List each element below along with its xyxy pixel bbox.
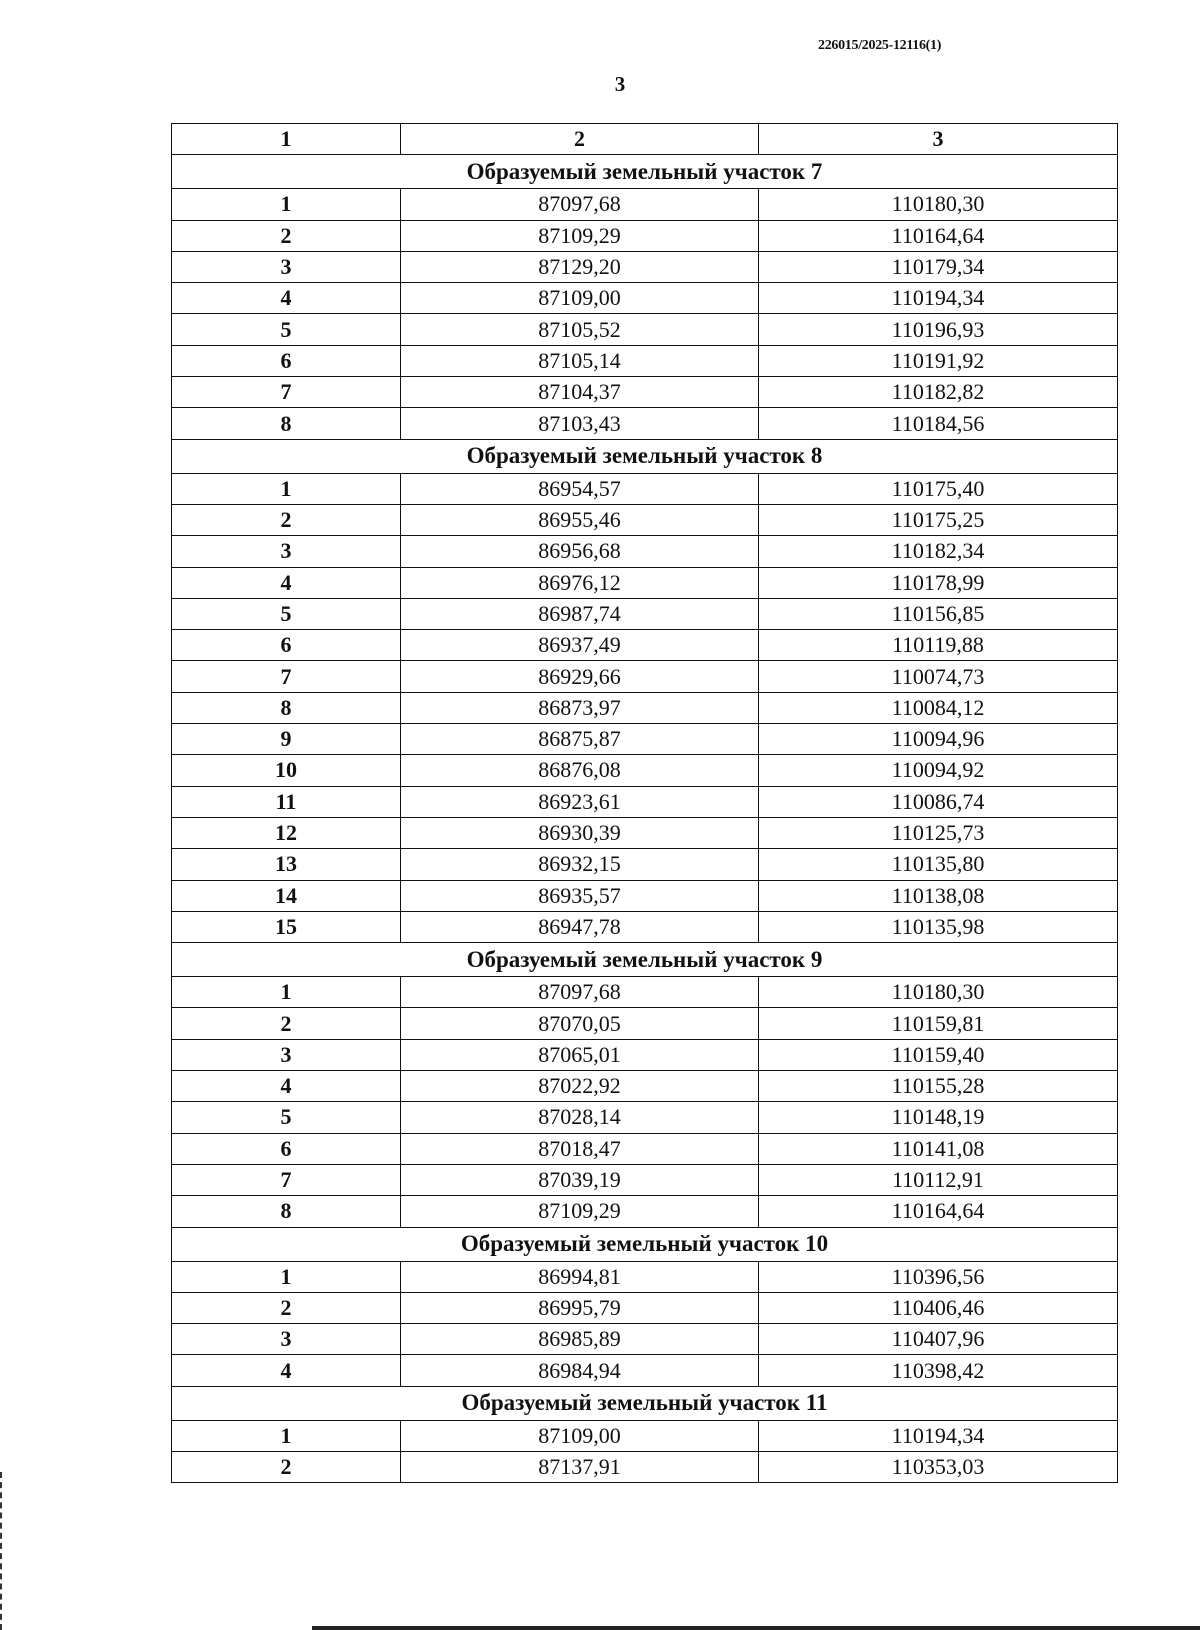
x-coordinate-cell: 87105,14	[401, 345, 759, 376]
table-row	[172, 1261, 1118, 1292]
x-coordinate-cell: 86930,39	[401, 817, 759, 848]
table-row	[172, 1008, 1118, 1039]
table-row	[172, 567, 1118, 598]
bottom-page-rule	[312, 1626, 1200, 1630]
point-number-cell: 2	[172, 1008, 401, 1039]
column-header: 3	[759, 124, 1118, 155]
point-number-cell: 4	[172, 1071, 401, 1102]
point-number-cell: 2	[172, 1292, 401, 1323]
table-row	[172, 1292, 1118, 1323]
x-coordinate-cell: 86875,87	[401, 724, 759, 755]
table-row	[172, 661, 1118, 692]
y-coordinate-cell: 110191,92	[759, 345, 1118, 376]
point-number-cell: 2	[172, 504, 401, 535]
point-number-cell: 14	[172, 880, 401, 911]
y-coordinate-cell: 110180,30	[759, 189, 1118, 220]
point-number-cell: 3	[172, 1039, 401, 1070]
y-coordinate-cell: 110398,42	[759, 1355, 1118, 1386]
document-registration-number: 226015/2025-12116(1)	[818, 38, 942, 53]
table-row	[172, 1451, 1118, 1482]
table-row	[172, 1039, 1118, 1070]
section-title: Образуемый земельный участок 11	[172, 1386, 1118, 1420]
table-row	[172, 1133, 1118, 1164]
x-coordinate-cell: 86994,81	[401, 1261, 759, 1292]
table-row	[172, 1196, 1118, 1227]
x-coordinate-cell: 87022,92	[401, 1071, 759, 1102]
x-coordinate-cell: 87109,00	[401, 1420, 759, 1451]
table-row	[172, 724, 1118, 755]
table-row	[172, 314, 1118, 345]
table-row	[172, 911, 1118, 942]
y-coordinate-cell: 110407,96	[759, 1324, 1118, 1355]
x-coordinate-cell: 87109,29	[401, 1196, 759, 1227]
y-coordinate-cell: 110112,91	[759, 1164, 1118, 1195]
x-coordinate-cell: 86976,12	[401, 567, 759, 598]
y-coordinate-cell: 110164,64	[759, 1196, 1118, 1227]
y-coordinate-cell: 110406,46	[759, 1292, 1118, 1323]
point-number-cell: 2	[172, 1451, 401, 1482]
table-row	[172, 408, 1118, 439]
x-coordinate-cell: 86956,68	[401, 536, 759, 567]
x-coordinate-cell: 87109,29	[401, 220, 759, 251]
y-coordinate-cell: 110138,08	[759, 880, 1118, 911]
point-number-cell: 1	[172, 1261, 401, 1292]
section-title: Образуемый земельный участок 8	[172, 439, 1118, 473]
y-coordinate-cell: 110135,80	[759, 849, 1118, 880]
y-coordinate-cell: 110156,85	[759, 598, 1118, 629]
table-row	[172, 630, 1118, 661]
section-header-row	[172, 439, 1118, 473]
table-row	[172, 1071, 1118, 1102]
y-coordinate-cell: 110353,03	[759, 1451, 1118, 1482]
page-number: 3	[614, 72, 626, 96]
y-coordinate-cell: 110135,98	[759, 911, 1118, 942]
table-row	[172, 220, 1118, 251]
x-coordinate-cell: 86947,78	[401, 911, 759, 942]
table-row	[172, 598, 1118, 629]
y-coordinate-cell: 110084,12	[759, 692, 1118, 723]
table-row	[172, 1102, 1118, 1133]
table-row	[172, 977, 1118, 1008]
table-row	[172, 377, 1118, 408]
table-row	[172, 1355, 1118, 1386]
y-coordinate-cell: 110086,74	[759, 786, 1118, 817]
point-number-cell: 3	[172, 251, 401, 282]
section-title: Образуемый земельный участок 7	[172, 155, 1118, 189]
table-row	[172, 1164, 1118, 1195]
table-row	[172, 692, 1118, 723]
point-number-cell: 1	[172, 977, 401, 1008]
table-row	[172, 1324, 1118, 1355]
y-coordinate-cell: 110184,56	[759, 408, 1118, 439]
point-number-cell: 6	[172, 1133, 401, 1164]
x-coordinate-cell: 86929,66	[401, 661, 759, 692]
x-coordinate-cell: 87103,43	[401, 408, 759, 439]
table-row	[172, 473, 1118, 504]
x-coordinate-cell: 86984,94	[401, 1355, 759, 1386]
x-coordinate-cell: 87129,20	[401, 251, 759, 282]
y-coordinate-cell: 110196,93	[759, 314, 1118, 345]
x-coordinate-cell: 87097,68	[401, 977, 759, 1008]
table-row	[172, 817, 1118, 848]
column-header: 2	[401, 124, 759, 155]
x-coordinate-cell: 86937,49	[401, 630, 759, 661]
x-coordinate-cell: 86876,08	[401, 755, 759, 786]
x-coordinate-cell: 87070,05	[401, 1008, 759, 1039]
y-coordinate-cell: 110159,40	[759, 1039, 1118, 1070]
y-coordinate-cell: 110194,34	[759, 283, 1118, 314]
point-number-cell: 8	[172, 692, 401, 723]
table-row	[172, 504, 1118, 535]
y-coordinate-cell: 110175,40	[759, 473, 1118, 504]
x-coordinate-cell: 86932,15	[401, 849, 759, 880]
x-coordinate-cell: 86935,57	[401, 880, 759, 911]
point-number-cell: 5	[172, 598, 401, 629]
y-coordinate-cell: 110182,82	[759, 377, 1118, 408]
x-coordinate-cell: 86987,74	[401, 598, 759, 629]
point-number-cell: 15	[172, 911, 401, 942]
y-coordinate-cell: 110125,73	[759, 817, 1118, 848]
x-coordinate-cell: 87097,68	[401, 189, 759, 220]
table-body	[172, 155, 1118, 1483]
table-row	[172, 189, 1118, 220]
table-row	[172, 251, 1118, 282]
section-title: Образуемый земельный участок 9	[172, 943, 1118, 977]
y-coordinate-cell: 110164,64	[759, 220, 1118, 251]
table-header-row	[172, 124, 1118, 155]
y-coordinate-cell: 110094,92	[759, 755, 1118, 786]
x-coordinate-cell: 87065,01	[401, 1039, 759, 1070]
point-number-cell: 11	[172, 786, 401, 817]
point-number-cell: 8	[172, 408, 401, 439]
section-header-row	[172, 943, 1118, 977]
point-number-cell: 9	[172, 724, 401, 755]
coordinates-table	[171, 123, 1118, 1483]
y-coordinate-cell: 110155,28	[759, 1071, 1118, 1102]
point-number-cell: 7	[172, 1164, 401, 1195]
x-coordinate-cell: 86954,57	[401, 473, 759, 504]
x-coordinate-cell: 86923,61	[401, 786, 759, 817]
point-number-cell: 5	[172, 314, 401, 345]
y-coordinate-cell: 110094,96	[759, 724, 1118, 755]
y-coordinate-cell: 110178,99	[759, 567, 1118, 598]
y-coordinate-cell: 110119,88	[759, 630, 1118, 661]
y-coordinate-cell: 110182,34	[759, 536, 1118, 567]
x-coordinate-cell: 87039,19	[401, 1164, 759, 1195]
column-header: 1	[172, 124, 401, 155]
x-coordinate-cell: 86873,97	[401, 692, 759, 723]
point-number-cell: 4	[172, 283, 401, 314]
table-row	[172, 880, 1118, 911]
table-row	[172, 283, 1118, 314]
y-coordinate-cell: 110194,34	[759, 1420, 1118, 1451]
point-number-cell: 8	[172, 1196, 401, 1227]
y-coordinate-cell: 110179,34	[759, 251, 1118, 282]
point-number-cell: 12	[172, 817, 401, 848]
x-coordinate-cell: 87109,00	[401, 283, 759, 314]
point-number-cell: 3	[172, 1324, 401, 1355]
section-header-row	[172, 155, 1118, 189]
y-coordinate-cell: 110074,73	[759, 661, 1118, 692]
scan-margin-mark	[0, 1472, 4, 1630]
table-row	[172, 536, 1118, 567]
y-coordinate-cell: 110148,19	[759, 1102, 1118, 1133]
point-number-cell: 6	[172, 345, 401, 376]
x-coordinate-cell: 86995,79	[401, 1292, 759, 1323]
point-number-cell: 1	[172, 189, 401, 220]
point-number-cell: 7	[172, 377, 401, 408]
point-number-cell: 1	[172, 1420, 401, 1451]
table-row	[172, 345, 1118, 376]
table-row	[172, 786, 1118, 817]
point-number-cell: 7	[172, 661, 401, 692]
x-coordinate-cell: 86955,46	[401, 504, 759, 535]
x-coordinate-cell: 86985,89	[401, 1324, 759, 1355]
point-number-cell: 1	[172, 473, 401, 504]
point-number-cell: 4	[172, 1355, 401, 1386]
point-number-cell: 10	[172, 755, 401, 786]
table-row	[172, 755, 1118, 786]
y-coordinate-cell: 110175,25	[759, 504, 1118, 535]
y-coordinate-cell: 110159,81	[759, 1008, 1118, 1039]
y-coordinate-cell: 110396,56	[759, 1261, 1118, 1292]
point-number-cell: 6	[172, 630, 401, 661]
table-row	[172, 849, 1118, 880]
y-coordinate-cell: 110180,30	[759, 977, 1118, 1008]
point-number-cell: 3	[172, 536, 401, 567]
x-coordinate-cell: 87018,47	[401, 1133, 759, 1164]
x-coordinate-cell: 87105,52	[401, 314, 759, 345]
point-number-cell: 4	[172, 567, 401, 598]
table-row	[172, 1420, 1118, 1451]
point-number-cell: 5	[172, 1102, 401, 1133]
x-coordinate-cell: 87137,91	[401, 1451, 759, 1482]
section-header-row	[172, 1227, 1118, 1261]
x-coordinate-cell: 87104,37	[401, 377, 759, 408]
y-coordinate-cell: 110141,08	[759, 1133, 1118, 1164]
section-header-row	[172, 1386, 1118, 1420]
point-number-cell: 13	[172, 849, 401, 880]
x-coordinate-cell: 87028,14	[401, 1102, 759, 1133]
point-number-cell: 2	[172, 220, 401, 251]
section-title: Образуемый земельный участок 10	[172, 1227, 1118, 1261]
